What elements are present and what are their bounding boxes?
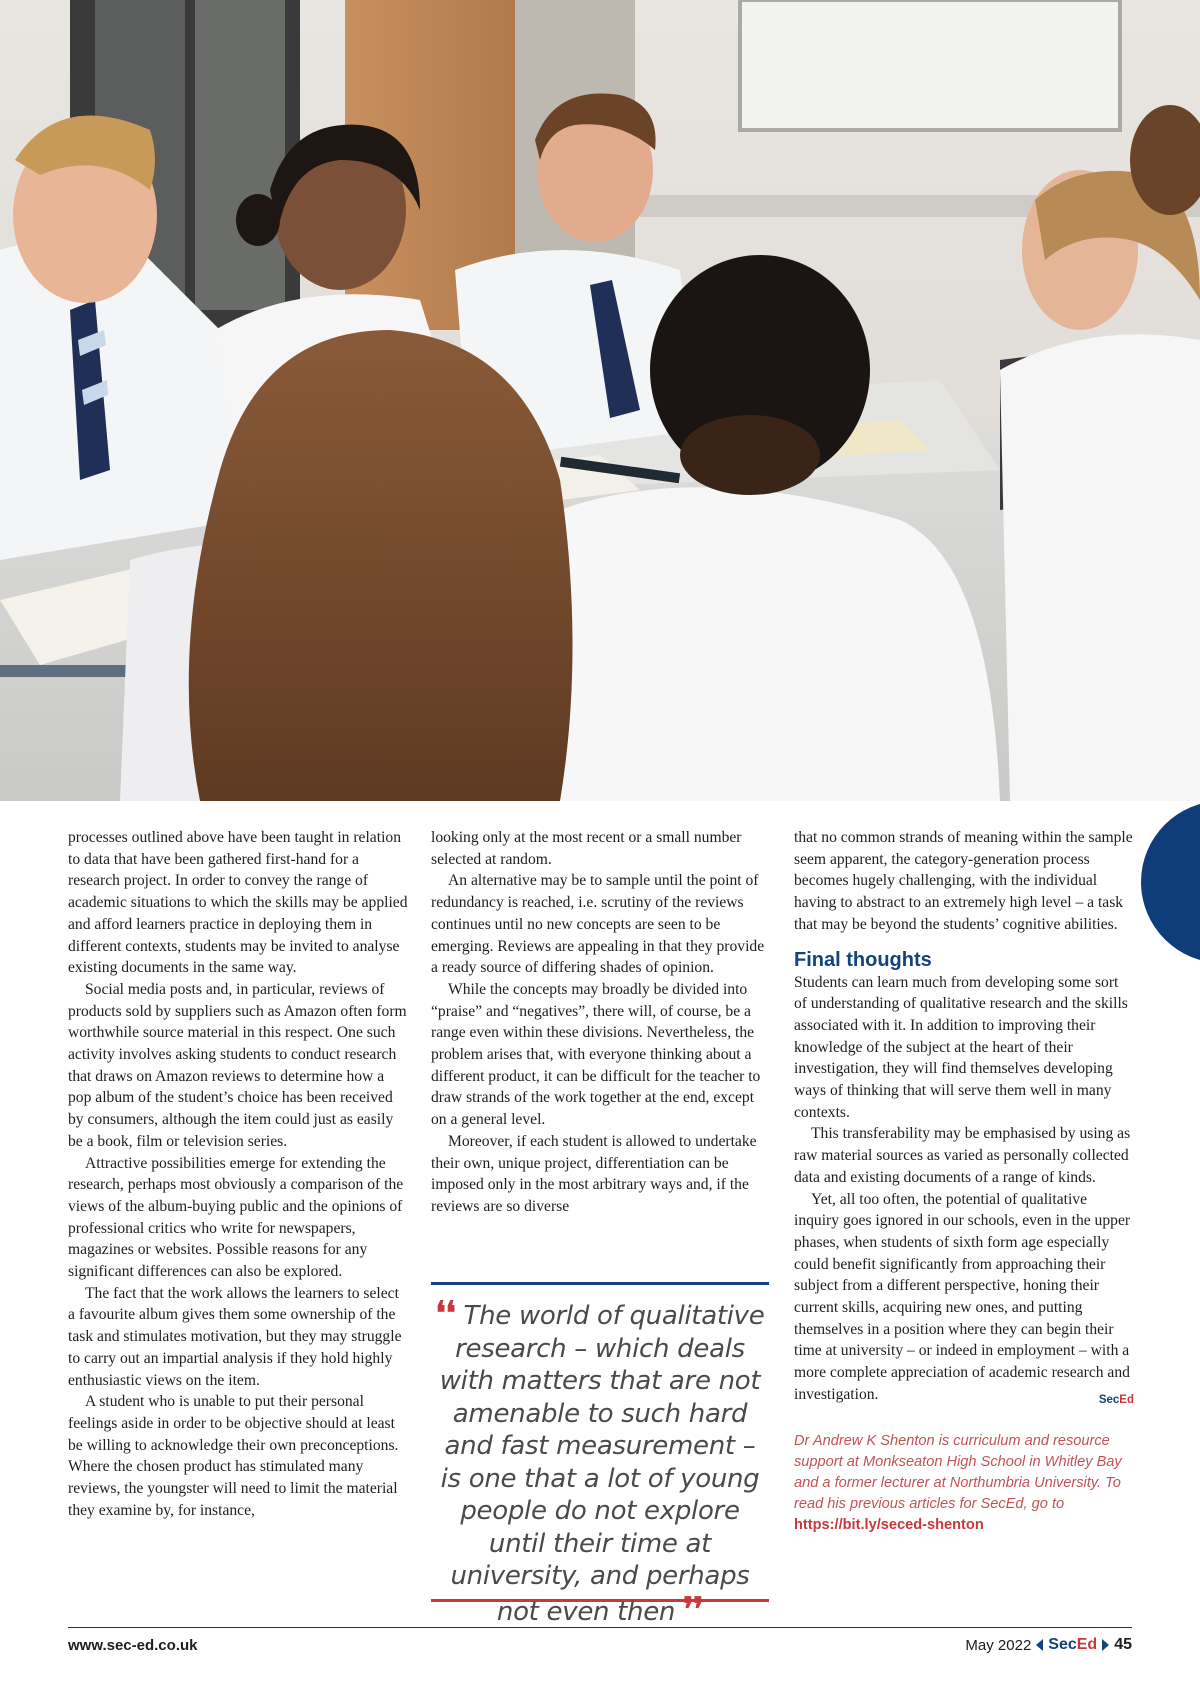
end-mark-sec: Sec bbox=[1098, 1393, 1120, 1406]
paragraph: Attractive possibilities emerge for extending the research, perhaps most obviously a comparison of the views of the album-buying public and the opinions of professional critics who write for newspapers, magazines or websites. Possible reasons for any significant differences can also be explored. bbox=[68, 1154, 404, 1281]
page-number: 45 bbox=[1114, 1636, 1132, 1653]
text-column-2 bbox=[431, 827, 771, 1218]
footer-url[interactable]: www.sec-ed.co.uk bbox=[68, 1637, 198, 1654]
seced-logo bbox=[1048, 1636, 1097, 1654]
paragraph: Social media posts and, in particular, reviews of products sold by suppliers such as Amazon often form worthwhile source material in this respect. One such activity involves asking students to conduct research that draws on Amazon reviews to determine how a pop album of the student’s choice has been received by consumers, although the item could just as easily be a book, film or television series. bbox=[68, 980, 407, 1150]
paragraph: While the concepts may broadly be divided into “praise” and “negatives”, there will, of course, be a range even within these divisions. Nevertheless, the problem arises that, with everyone thinking about a different product, it can be difficult for the teacher to draw strands of the work together at the end, except on a general level. bbox=[431, 980, 761, 1129]
paragraph: The fact that the work allows the learners to select a favourite album gives them some ownership of the task and stimulates motivation, but they may struggle to carry out an impartial analysis if they hold highly enthusiastic views on the item. bbox=[68, 1284, 402, 1389]
text-column-3 bbox=[794, 827, 1134, 1536]
author-bio bbox=[794, 1431, 1134, 1536]
paragraph: A student who is unable to put their personal feelings aside in order to be objective should at least be willing to acknowledge their own preconceptions. Where the chosen product has stimulated many reviews, the youngster will need to limit the material they examine by, for instance, bbox=[68, 1393, 399, 1519]
issue-date: May 2022 bbox=[965, 1636, 1032, 1654]
logo-ed: Ed bbox=[1076, 1636, 1098, 1653]
logo-sec: Sec bbox=[1048, 1636, 1077, 1653]
end-mark-ed: Ed bbox=[1119, 1393, 1134, 1406]
paragraph: Students can learn much from developing some sort of understanding of qualitative research and the skills associated with it. In addition to improving their knowledge of the subject at the heart of their investigation, they will find themselves developing ways of thinking that will serve them well in many contexts. bbox=[794, 973, 1128, 1121]
paragraph: processes outlined above have been taught in relation to data that have been gathered first-hand for a research project. In order to convey the range of academic situations to which the skills may be applied and afford learners practice in deploying them in different contexts, students may be invited to analyse existing documents in the same way. bbox=[68, 829, 408, 977]
pull-quote bbox=[431, 1282, 769, 1628]
subheading: Final thoughts bbox=[794, 948, 932, 971]
pull-quote-text: The world of qualitative research – which deals with matters that are not amenable to such hard and fast measurement – is one that a lot of young people do not explore until their time at university, and perhaps not even then bbox=[439, 1301, 765, 1627]
paragraph: that no common strands of meaning within the sample seem apparent, the category-generation process becomes hugely challenging, with the individual having to abstract to an extremely high level – a task that may be beyond the students’ cognitive abilities. bbox=[794, 829, 1133, 933]
paragraph: An alternative may be to sample until the point of redundancy is reached, i.e. scrutiny of the reviews continues until no new concepts are seen to be emerging. Reviews are appealing in that they provide a ready source of differing shades of opinion. bbox=[431, 872, 765, 977]
footer-divider bbox=[68, 1627, 1132, 1628]
author-bio-text: Dr Andrew K Shenton is curriculum and resource support at Monkseaton High School in Whitley Bay and a former lecturer at Northumbria University. To read his previous articles for SecEd, go to bbox=[794, 1433, 1122, 1513]
paragraph: looking only at the most recent or a small number selected at random. bbox=[431, 829, 742, 868]
triangle-left-icon bbox=[1036, 1639, 1043, 1651]
triangle-right-icon bbox=[1102, 1639, 1109, 1651]
open-quote-icon: ❛❛ bbox=[435, 1294, 456, 1332]
classroom-illustration bbox=[0, 0, 1200, 801]
decorative-half-circle bbox=[1141, 801, 1200, 963]
close-quote-icon: ❜❜ bbox=[683, 1589, 704, 1628]
paragraph: Moreover, if each student is allowed to undertake their own, unique project, differentiation can be imposed only in the most arbitrary ways and, if the reviews are so diverse bbox=[431, 1132, 757, 1215]
paragraph: Yet, all too often, the potential of qualitative inquiry goes ignored in our schools, even in the upper phases, when students of sixth form age especially could benefit significantly from approaching their subject from a different perspective, honing their current skills, acquiring new ones, and putting themselves in a position where they can begin their time at university – or indeed in employment – with a more complete appreciation of academic research and investigation. bbox=[794, 1190, 1131, 1403]
paragraph: This transferability may be emphasised by using as raw material sources as varied as personally collected data and existing documents of a range of kinds. bbox=[794, 1125, 1131, 1186]
hero-photo bbox=[0, 0, 1200, 801]
author-bio-link[interactable]: https://bit.ly/seced-shenton bbox=[794, 1517, 984, 1534]
text-column-1 bbox=[68, 827, 408, 1522]
end-mark-logo bbox=[1099, 1390, 1134, 1412]
footer-folio bbox=[965, 1636, 1132, 1654]
